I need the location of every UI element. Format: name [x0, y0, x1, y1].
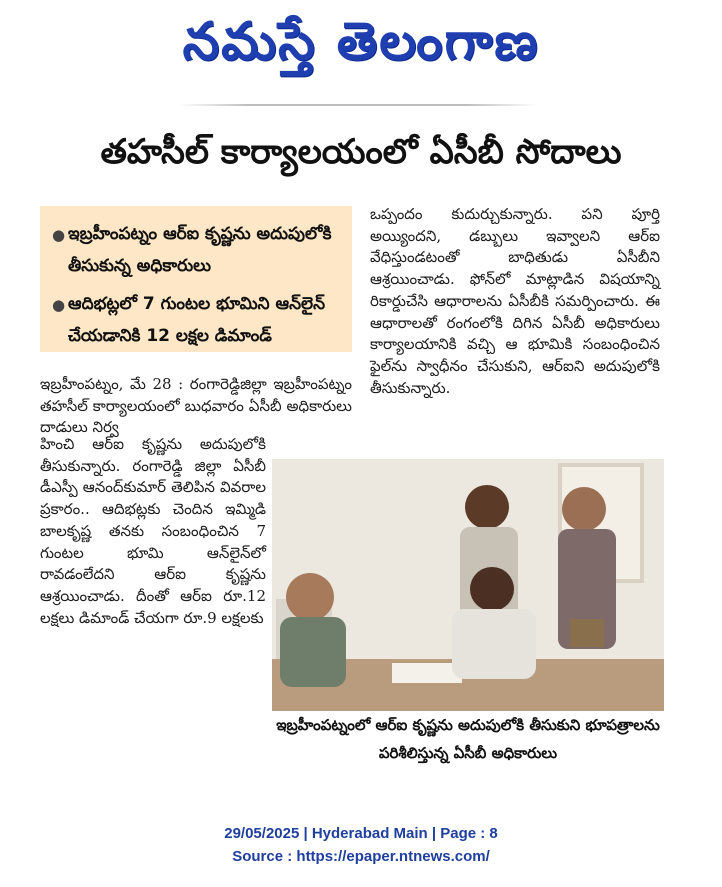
article-column-left: [40, 434, 266, 629]
page-footer: [0, 822, 722, 868]
footer-date-edition: 29/05/2025 | Hyderabad Main | Page : 8: [224, 825, 498, 842]
article-body-left: హించి ఆర్‌ఐ కృష్ణను అదుపులోకి తీసుకున్నారు. రంగారెడ్డి జిల్లా ఏసీబీ డీఎస్పీ ఆనంద్‌కుమార్ తెలిపిన వివరాల ప్రకారం.. ఆదిభట్లకు చెందిన ఇమ్మిడి బాలకృష్ణ తనకు సంబంధించిన 7 గుంటల భూమి ఆన్‌లైన్‌లో రావడంలేదని ఆర్‌ఐ కృష్ణను ఆశ్రయించాడు. దీంతో ఆర్‌ఐ రూ.12 లక్షలు డిమాండ్ చేయగా రూ.9 లక్షలకు: [40, 435, 266, 627]
news-photo: [272, 459, 664, 711]
article-column-right: [370, 204, 660, 399]
masthead-title: నమస్తే తెలంగాణ: [182, 12, 540, 72]
article-body-lead: ఇబ్రహీంపట్నం, మే 28 : రంగారెడ్డిజిల్లా ఇబ్రహీంపట్నం తహసీల్ కార్యాలయంలో బుధవారం ఏసీబీ అధికారులు దాడులు నిర్వ: [40, 375, 352, 437]
highlight-text: ఆదిభట్లలో 7 గుంటల భూమిని ఆన్‌లైన్ చేయడానికి 12 లక్షల డిమాండ్: [68, 294, 326, 346]
masthead-divider: [178, 104, 538, 106]
photo-caption: ఇబ్రహీంపట్నంలో ఆర్‌ఐ కృష్ణను అదుపులోకి తీసుకుని భూపత్రాలను పరిశీలిస్తున్న ఏసీబీ అధికారులు: [276, 716, 660, 762]
highlight-item: [52, 288, 342, 352]
bullet-icon: ●: [52, 226, 66, 244]
highlights-box: [40, 206, 352, 352]
article-headline: తహసీల్ కార్యాలయంలో ఏసీబీ సోదాలు: [100, 132, 622, 172]
newspaper-masthead: [0, 2, 722, 82]
article-body-right: ఒప్పందం కుదుర్చుకున్నారు. పని పూర్తి అయ్యిందని, డబ్బులు ఇవ్వాలని ఆర్‌ఐ వేధిస్తుండటంతో బాధితుడు ఏసీబీని ఆశ్రయించాడు. ఫోన్‌లో మాట్లాడిన విషయాన్ని రికార్డుచేసి ఆధారాలను ఏసీబీకి సమర్పించారు. ఈ ఆధారాలతో రంగంలోకి దిగిన ఏసీబీ అధికారులు కార్యాలయానికి వచ్చి ఆ భూమికి సంబంధించిన ఫైల్‌ను స్వాధీనం చేసుకుని, ఆర్‌ఐని అదుపులోకి తీసుకున్నారు.: [370, 205, 660, 397]
highlight-item: [52, 218, 342, 282]
highlight-text: ఇబ్రహీంపట్నం ఆర్‌ఐ కృష్ణను అదుపులోకి తీసుకున్న అధికారులు: [68, 224, 332, 276]
article-column-left-top: [40, 374, 352, 439]
footer-source: Source : https://epaper.ntnews.com/: [232, 848, 490, 865]
bullet-icon: ●: [52, 296, 66, 314]
